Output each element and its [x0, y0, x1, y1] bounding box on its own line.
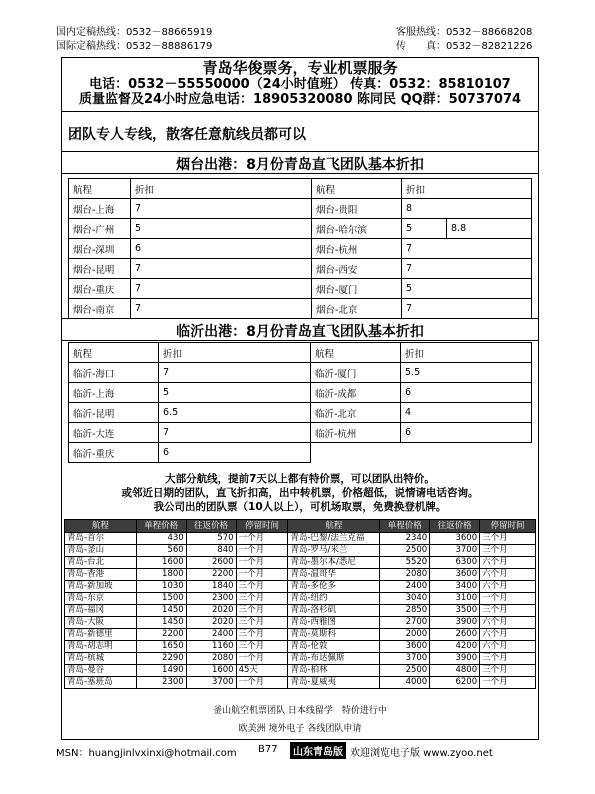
col-return: 往返价格: [430, 520, 480, 533]
discount-cell: 6: [401, 383, 532, 403]
divider: [62, 151, 538, 152]
table-row: [69, 219, 532, 239]
stay-duration: 三个月: [480, 653, 536, 665]
return-price: 840: [186, 545, 236, 557]
route-cell: 青岛-莫斯科: [288, 629, 380, 641]
return-price: 2020: [186, 605, 236, 617]
return-price: 4200: [430, 641, 480, 653]
banner: [62, 60, 538, 107]
discount-cell: 5: [402, 279, 532, 299]
publication-logo: 山东青岛版: [290, 742, 346, 759]
intro-text: 团队专人专线，散客任意航线员都可以: [68, 127, 306, 143]
oneway-price: 1500: [136, 593, 186, 605]
note-1: 大部分航线，提前7天以上都有特价票，可以团队出特价。: [165, 473, 435, 485]
discount-cell: [401, 443, 532, 463]
table-row: [65, 677, 536, 689]
divider: [62, 173, 538, 174]
oneway-price: 560: [136, 545, 186, 557]
route-cell: 烟台-深圳: [69, 239, 131, 259]
discount-cell: 7: [402, 259, 532, 279]
route-cell: 青岛-伦敦: [288, 641, 380, 653]
phone-line: 电话：0532－55550000（24小时值班） 传真：0532：85810107: [89, 77, 511, 92]
route-cell: 临沂-杭州: [311, 423, 401, 443]
return-price: 3500: [430, 605, 480, 617]
oneway-price: 2500: [380, 545, 430, 557]
divider: [62, 318, 538, 319]
return-price: 2300: [186, 593, 236, 605]
route-cell: 临沂-上海: [69, 383, 159, 403]
oneway-price: 1800: [136, 569, 186, 581]
table-row: [69, 443, 532, 463]
oneway-price: 2400: [380, 581, 430, 593]
header-route: 航程: [312, 179, 402, 199]
stay-duration: 一个月: [236, 533, 288, 545]
table-row: [69, 199, 532, 219]
table-row: [69, 363, 532, 383]
route-cell: 青岛-釜山: [65, 545, 137, 557]
route-cell: [311, 443, 401, 463]
return-price: 3600: [430, 569, 480, 581]
stay-duration: 三个月: [236, 605, 288, 617]
stay-duration: 一个月: [236, 677, 288, 689]
route-cell: 青岛-胡志明: [65, 641, 137, 653]
return-price: 3600: [430, 533, 480, 545]
oneway-price: 1450: [136, 617, 186, 629]
return-price: 570: [186, 533, 236, 545]
return-price: 4800: [430, 665, 480, 677]
table-row: [65, 533, 536, 545]
table-row: [69, 279, 532, 299]
col-oneway: 单程价格: [380, 520, 430, 533]
discount-cell: 7: [159, 423, 311, 443]
header-discount: 折扣: [401, 343, 532, 363]
stay-duration: 六个月: [480, 569, 536, 581]
return-price: 2600: [186, 557, 236, 569]
stay-duration: 三个月: [480, 545, 536, 557]
route-cell: 青岛-罗马/米兰: [288, 545, 380, 557]
route-cell: 青岛-台北: [65, 557, 137, 569]
return-price: 2200: [186, 569, 236, 581]
stay-duration: 六个月: [480, 641, 536, 653]
stay-duration: 三个月: [236, 581, 288, 593]
route-cell: 临沂-昆明: [69, 403, 159, 423]
stay-duration: 三个月: [480, 665, 536, 677]
oneway-price: 2200: [136, 629, 186, 641]
yantai-table: [68, 178, 532, 319]
table-row: [65, 593, 536, 605]
route-cell: 青岛-香港: [65, 569, 137, 581]
return-price: 2400: [186, 629, 236, 641]
oneway-price: 2850: [380, 605, 430, 617]
col-stay: 停留时间: [480, 520, 536, 533]
stay-duration: 三个月: [480, 533, 536, 545]
yantai-title: 烟台出港：8月份青岛直飞团队基本折扣: [176, 157, 424, 173]
table-row: [65, 545, 536, 557]
route-cell: 临沂-重庆: [69, 443, 159, 463]
oneway-price: 5520: [380, 557, 430, 569]
col-route: 航程: [65, 520, 137, 533]
route-cell: 青岛-洛杉矶: [288, 605, 380, 617]
route-cell: 青岛-墨尔本/悉尼: [288, 557, 380, 569]
discount-cell: 7: [131, 259, 312, 279]
route-cell: 烟台-厦门: [312, 279, 402, 299]
header-route: 航程: [311, 343, 401, 363]
return-price: 1840: [186, 581, 236, 593]
divider: [62, 340, 538, 341]
return-price: 6200: [430, 677, 480, 689]
discount-cell: 7: [402, 239, 532, 259]
return-price: 3100: [430, 593, 480, 605]
route-cell: 烟台-北京: [312, 299, 402, 319]
oneway-price: 1490: [136, 665, 186, 677]
table-row: [65, 665, 536, 677]
stay-duration: 三个月: [236, 629, 288, 641]
header-route: 航程: [69, 343, 159, 363]
footer-line-2: 欧美洲 境外电子 各线团队申请: [238, 724, 362, 734]
stay-duration: 一个月: [236, 545, 288, 557]
route-cell: 青岛-东京: [65, 593, 137, 605]
return-price: 2020: [186, 617, 236, 629]
linyi-table: [68, 342, 532, 463]
table-row: [65, 581, 536, 593]
table-row: [69, 403, 532, 423]
return-price: 3700: [430, 545, 480, 557]
table-row: [65, 641, 536, 653]
discount-cell: 7: [131, 279, 312, 299]
route-cell: 烟台-西安: [312, 259, 402, 279]
discount-cell: 7: [131, 199, 312, 219]
stay-duration: 一个月: [480, 677, 536, 689]
table-row: [65, 557, 536, 569]
route-cell: 临沂-大连: [69, 423, 159, 443]
discount-cell: 5.5: [401, 363, 532, 383]
stay-duration: 三个月: [236, 641, 288, 653]
route-cell: 临沂-海口: [69, 363, 159, 383]
linyi-title: 临沂出港：8月份青岛直飞团队基本折扣: [176, 324, 424, 340]
route-cell: 青岛-福冈: [65, 605, 137, 617]
stay-duration: 一个月: [236, 569, 288, 581]
oneway-price: 2300: [136, 677, 186, 689]
discount-cell: 5: [131, 219, 312, 239]
col-oneway: 单程价格: [136, 520, 186, 533]
footer-line-1: 釜山航空机票团队 日本线留学 特价进行中: [213, 706, 387, 716]
return-price: 3400: [430, 581, 480, 593]
discount-cell: 4: [401, 403, 532, 423]
discount-cell: 5: [402, 219, 447, 239]
stay-duration: 一个月: [236, 653, 288, 665]
route-cell: 临沂-厦门: [311, 363, 401, 383]
qa-line: 质量监督及24小时应急电话：18905320080 陈同民 QQ群：50737074: [78, 92, 522, 107]
header-discount: 折扣: [131, 179, 312, 199]
table-header-row: [65, 520, 536, 533]
table-row: [69, 259, 532, 279]
route-cell: 烟台-上海: [69, 199, 131, 219]
divider: [62, 111, 538, 112]
return-price: 2080: [186, 653, 236, 665]
oneway-price: 2340: [380, 533, 430, 545]
route-cell: 青岛-夏威夷: [288, 677, 380, 689]
route-cell: 烟台-杭州: [312, 239, 402, 259]
return-price: 1160: [186, 641, 236, 653]
note-3: 我公司出的团队票（10人以上），可机场取票，免费换登机牌。: [153, 501, 447, 513]
fax-line: 传 真：0532－82821226: [396, 41, 533, 52]
oneway-price: 3040: [380, 593, 430, 605]
route-cell: 青岛-大阪: [65, 617, 137, 629]
table-row: [65, 617, 536, 629]
route-cell: 烟台-哈尔滨: [312, 219, 402, 239]
stay-duration: 三个月: [480, 605, 536, 617]
discount-cell: 7: [402, 299, 532, 319]
discount-cell: 7: [131, 299, 312, 319]
international-fare-table: [64, 519, 536, 689]
oneway-price: 430: [136, 533, 186, 545]
header-discount: 折扣: [402, 179, 532, 199]
route-cell: 烟台-贵阳: [312, 199, 402, 219]
stay-duration: 六个月: [480, 617, 536, 629]
stay-duration: 六个月: [480, 629, 536, 641]
discount-cell: 6.5: [159, 403, 311, 423]
oneway-price: 2700: [380, 617, 430, 629]
table-row: [69, 423, 532, 443]
table-row: [69, 239, 532, 259]
return-price: 3900: [430, 653, 480, 665]
route-cell: 青岛-首尔: [65, 533, 137, 545]
discount-cell: 5: [159, 383, 311, 403]
table-row: [65, 605, 536, 617]
oneway-price: 4000: [380, 677, 430, 689]
route-cell: 临沂-北京: [311, 403, 401, 423]
col-return: 往返价格: [186, 520, 236, 533]
route-cell: 青岛-纽约: [288, 593, 380, 605]
route-cell: 青岛-温哥华: [288, 569, 380, 581]
website-slogan: 欢迎浏览电子版 www.zyoo.net: [350, 748, 493, 759]
intl-hotline: 国际定稿热线：0532－88886179: [56, 41, 213, 52]
table-row: [69, 383, 532, 403]
return-price: 3700: [186, 677, 236, 689]
table-row: [65, 653, 536, 665]
oneway-price: 3700: [380, 653, 430, 665]
table-header-row: [69, 343, 532, 363]
route-cell: 烟台-昆明: [69, 259, 131, 279]
stay-duration: 三个月: [236, 593, 288, 605]
header-discount: 折扣: [159, 343, 311, 363]
stay-duration: 三个月: [236, 617, 288, 629]
stay-duration: 一个月: [480, 593, 536, 605]
oneway-price: 1450: [136, 605, 186, 617]
route-cell: 青岛-布达佩斯: [288, 653, 380, 665]
return-price: 2600: [430, 629, 480, 641]
oneway-price: 1600: [136, 557, 186, 569]
route-cell: 青岛-曼谷: [65, 665, 137, 677]
discount-cell: 6: [159, 443, 311, 463]
oneway-price: 2080: [380, 569, 430, 581]
discount-cell: 6: [131, 239, 312, 259]
col-stay: 停留时间: [236, 520, 288, 533]
route-cell: 青岛-柏林: [288, 665, 380, 677]
route-cell: 青岛-巴黎/法兰克福: [288, 533, 380, 545]
route-cell: 青岛-新德里: [65, 629, 137, 641]
oneway-price: 2290: [136, 653, 186, 665]
company-name: 青岛华俊票务，专业机票服务: [202, 59, 398, 77]
table-row: [69, 299, 532, 319]
route-cell: 青岛-槟城: [65, 653, 137, 665]
route-cell: 青岛-塞班岛: [65, 677, 137, 689]
route-cell: 青岛-多伦多: [288, 581, 380, 593]
table-header-row: [69, 179, 532, 199]
stay-duration: 六个月: [480, 557, 536, 569]
table-row: [65, 569, 536, 581]
return-price: 3900: [430, 617, 480, 629]
msn-contact: MSN：huangjinlvxinxi@hotmail.com: [56, 748, 237, 759]
col-route: 航程: [288, 520, 380, 533]
oneway-price: 2500: [380, 665, 430, 677]
discount-cell-extra: 8.8: [447, 219, 532, 239]
oneway-price: 1650: [136, 641, 186, 653]
discount-cell: 8: [402, 199, 532, 219]
return-price: 1600: [186, 665, 236, 677]
route-cell: 烟台-广州: [69, 219, 131, 239]
stay-duration: 45天: [236, 665, 288, 677]
stay-duration: 一个月: [236, 557, 288, 569]
service-hotline: 客服热线：0532－88668208: [396, 27, 533, 38]
route-cell: 青岛-新加坡: [65, 581, 137, 593]
note-2: 或邻近日期的团队，直飞折扣高，出中转机票，价格超低，说情请电话咨询。: [121, 487, 479, 499]
discount-cell: 6: [401, 423, 532, 443]
table-row: [65, 629, 536, 641]
return-price: 6300: [430, 557, 480, 569]
oneway-price: 3600: [380, 641, 430, 653]
page-number: B77: [258, 744, 278, 755]
advert-frame: [61, 57, 539, 740]
route-cell: 临沂-成都: [311, 383, 401, 403]
route-cell: 烟台-南京: [69, 299, 131, 319]
route-cell: 青岛-西雅图: [288, 617, 380, 629]
discount-cell: 7: [159, 363, 311, 383]
stay-duration: 六个月: [480, 581, 536, 593]
route-cell: 烟台-重庆: [69, 279, 131, 299]
oneway-price: 2000: [380, 629, 430, 641]
domestic-hotline: 国内定稿热线：0532－88665919: [56, 27, 213, 38]
oneway-price: 1030: [136, 581, 186, 593]
header-route: 航程: [69, 179, 131, 199]
